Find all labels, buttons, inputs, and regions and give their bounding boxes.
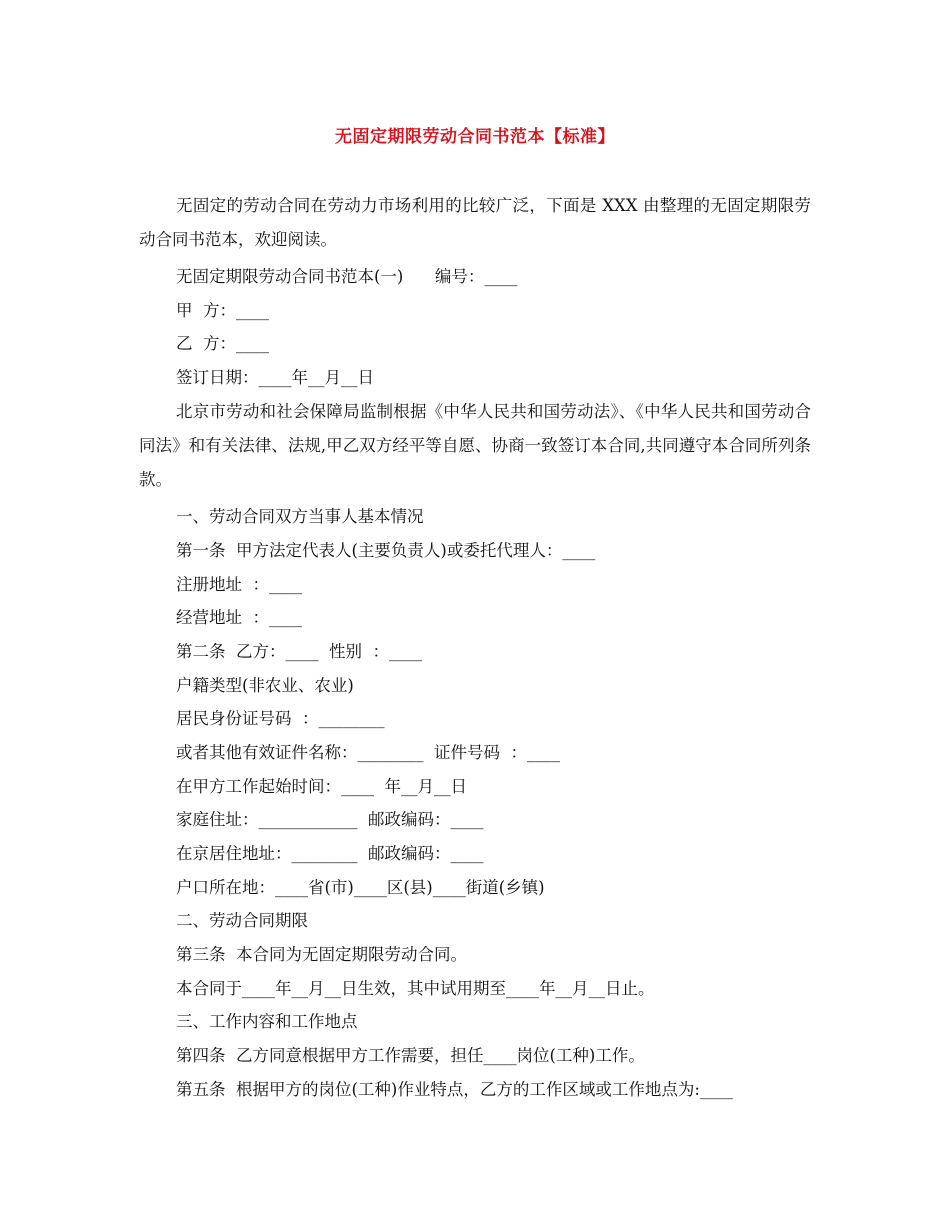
preamble-paragraph: 北京市劳动和社会保障局监制根据《中华人民共和国劳动法》、《中华人民共和国劳动合同法》和有关法律、法规,甲乙双方经平等自愿、协商一致签订本合同,共同遵守本合同所列条款。 (139, 402, 811, 489)
clause-line: 户籍类型(非农业、农业) (176, 676, 354, 695)
clause-line: 户口所在地：____省(市)____区(县)____街道(乡镇) (176, 878, 545, 897)
contract-header-line: 无固定期限劳动合同书范本(一) 编号：____ (176, 267, 518, 286)
clause-line: 第五条 根据甲方的岗位(工种)作业特点，乙方的工作区域或工作地点为:____ (176, 1080, 733, 1099)
clause-line: 家庭住址：____________ 邮政编码：____ (176, 810, 484, 829)
clause-line: 在甲方工作起始时间：____ 年__月__日 (176, 777, 467, 796)
clause-line: 在京居住地址：________ 邮政编码：____ (176, 844, 484, 863)
clause-line: 本合同于____年__月__日生效，其中试用期至____年__月__日止。 (176, 979, 655, 998)
clause-line: 或者其他有效证件名称：________ 证件号码 ：____ (176, 743, 560, 762)
clause-line: 第四条 乙方同意根据甲方工作需要，担任____岗位(工种)工作。 (176, 1046, 645, 1065)
clause-line: 居民身份证号码 ：________ (176, 709, 385, 728)
section-heading-3: 三、工作内容和工作地点 (176, 1012, 358, 1031)
signing-date-line: 签订日期：____年__月__日 (176, 368, 374, 387)
clause-line: 经营地址 ：____ (176, 608, 302, 627)
clause-line: 第一条 甲方法定代表人(主要负责人)或委托代理人：____ (176, 541, 596, 560)
clause-line: 第二条 乙方：____ 性别 ：____ (176, 642, 422, 661)
clause-line: 注册地址 ：____ (176, 575, 302, 594)
document-title: 无固定期限劳动合同书范本【标准】 (335, 127, 615, 147)
party-b-line: 乙 方：____ (176, 334, 269, 353)
section-heading-1: 一、劳动合同双方当事人基本情况 (176, 507, 424, 526)
clause-line: 第三条 本合同为无固定期限劳动合同。 (176, 945, 467, 964)
party-a-line: 甲 方：____ (176, 301, 269, 320)
intro-paragraph: 无固定的劳动合同在劳动力市场利用的比较广泛，下面是 XXX 由整理的无固定期限劳动合同书范本，欢迎阅读。 (139, 196, 811, 249)
section-heading-2: 二、劳动合同期限 (176, 911, 308, 930)
